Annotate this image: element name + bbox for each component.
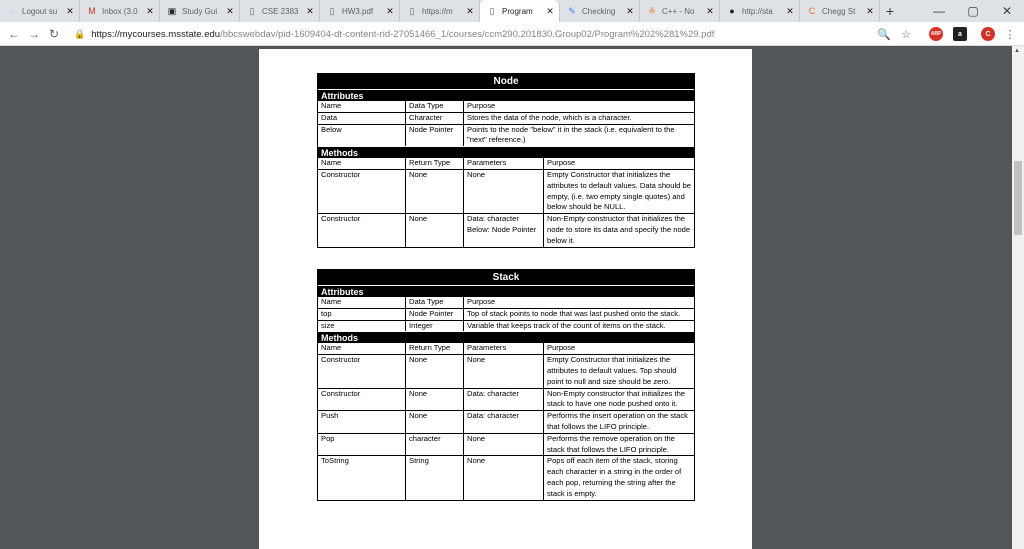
column-header: Name — [321, 343, 342, 353]
browser-tab[interactable] — [480, 0, 560, 22]
stack-attr-header-row — [318, 297, 694, 309]
tab-close-icon[interactable]: ✕ — [66, 5, 74, 16]
stack-methods-heading: Methods — [318, 331, 694, 343]
table-row — [318, 125, 694, 147]
method-parameters: None — [463, 170, 543, 213]
attr-purpose: Variable that keeps track of the count of items on the stack. — [463, 321, 694, 332]
scrollbar-thumb[interactable] — [1014, 161, 1022, 235]
table-row — [318, 309, 694, 321]
browser-tab[interactable] — [640, 0, 720, 22]
vertical-scrollbar[interactable] — [1012, 46, 1024, 549]
tab-title: CSE 2383 — [262, 6, 299, 16]
method-name: ToString — [321, 456, 349, 466]
attr-purpose: Top of stack points to node that was last pushed onto the stack. — [463, 309, 694, 320]
tab-title: HW3.pdf — [342, 6, 374, 16]
amazon-extension-icon[interactable]: a — [952, 24, 968, 44]
method-purpose: Performs the remove operation on the stack that follows the LIFO principle. — [543, 434, 694, 456]
tab-close-icon[interactable]: ✕ — [146, 5, 154, 16]
tab-favicon-icon: ◌ — [9, 6, 15, 16]
back-button[interactable]: ← — [8, 26, 20, 41]
tab-close-icon[interactable]: ✕ — [226, 5, 234, 16]
tab-title: https://m — [422, 6, 453, 16]
table-row — [318, 113, 694, 125]
browser-tab[interactable] — [0, 0, 80, 22]
column-header: Purpose — [543, 343, 694, 354]
method-parameters: Data: character — [463, 389, 543, 411]
method-purpose: Non-Empty constructor that initializes the node to store its data and specify the node below it. — [543, 214, 694, 246]
scroll-up-arrow-icon[interactable]: ▲ — [1014, 48, 1020, 54]
reload-button[interactable]: ↻ — [48, 26, 60, 41]
table-row — [318, 389, 694, 412]
browser-tab[interactable] — [320, 0, 400, 22]
browser-tab[interactable] — [400, 0, 480, 22]
node-table — [317, 73, 695, 248]
tab-close-icon[interactable]: ✕ — [626, 5, 634, 16]
column-header: Purpose — [543, 158, 694, 169]
chrome-menu-icon[interactable]: ⋮ — [1004, 28, 1016, 41]
column-header: Purpose — [463, 101, 694, 112]
method-purpose: Non-Empty constructor that initializes the stack to have one node pushed onto it. — [543, 389, 694, 411]
tab-close-icon[interactable]: ✕ — [306, 5, 314, 16]
zoom-icon[interactable]: 🔍 — [877, 28, 891, 41]
column-header: Name — [321, 101, 342, 110]
stack-method-rows — [318, 355, 694, 499]
column-header: Return Type — [405, 343, 463, 354]
method-parameters: Data: character — [463, 411, 543, 433]
bookmark-star-icon[interactable]: ☆ — [901, 28, 911, 41]
tab-title: C++ - No — [662, 6, 695, 16]
method-return-type: character — [405, 434, 463, 456]
method-return-type: None — [405, 214, 463, 246]
browser-tab[interactable] — [80, 0, 160, 22]
column-header: Data Type — [405, 297, 463, 308]
method-purpose: Performs the insert operation on the stack that follows the LIFO principle. — [543, 411, 694, 433]
table-row — [318, 411, 694, 434]
method-parameters: None — [463, 434, 543, 456]
stack-method-header-row — [318, 343, 694, 355]
method-parameters: Data: character Below: Node Pointer — [463, 214, 543, 246]
attr-purpose: Stores the data of the node, which is a character. — [463, 113, 694, 124]
tab-strip — [0, 0, 1024, 22]
browser-tab[interactable] — [800, 0, 880, 22]
adblock-extension-icon[interactable]: ABP — [928, 24, 944, 44]
node-attr-header-row — [318, 101, 694, 113]
tab-favicon-icon: M — [88, 6, 96, 16]
column-header: Data Type — [405, 101, 463, 112]
attr-type: Node Pointer — [405, 309, 463, 320]
method-name: Constructor — [321, 355, 361, 365]
attr-name: top — [321, 308, 332, 318]
column-header: Name — [321, 158, 342, 168]
attr-name: Data — [321, 112, 338, 122]
table-row — [318, 434, 694, 457]
method-name: Push — [321, 411, 339, 421]
tab-favicon-icon: C — [808, 6, 816, 16]
tab-close-icon[interactable]: ✕ — [706, 5, 714, 16]
lock-icon: 🔒 — [74, 28, 86, 39]
pdf-viewer — [0, 46, 1024, 549]
method-purpose: Empty Constructor that initializes the attributes to default values. Data should be empty, (i.e. two empty single quotes) and below should be NULL. — [543, 170, 694, 213]
stack-attributes-heading: Attributes — [318, 285, 694, 297]
node-attr-rows — [318, 113, 694, 146]
column-header: Purpose — [463, 297, 694, 308]
method-purpose: Pops off each item of the stack, storing each character in a string in the order of each pop, returning the string after the stack is empty. — [543, 456, 694, 499]
node-attributes-heading: Attributes — [318, 89, 694, 101]
pdf-page — [259, 49, 752, 549]
method-name: Pop — [321, 433, 335, 443]
tab-title: Study Gui — [182, 6, 218, 16]
method-return-type: String — [405, 456, 463, 499]
tab-title: http://sta — [742, 6, 773, 16]
forward-button[interactable]: → — [28, 26, 40, 41]
tab-close-icon[interactable]: ✕ — [866, 5, 874, 16]
tab-favicon-icon: ≗ — [648, 5, 656, 16]
tab-favicon-icon: ● — [729, 6, 735, 16]
tab-close-icon[interactable]: ✕ — [786, 5, 794, 16]
method-parameters: None — [463, 456, 543, 499]
stack-table — [317, 269, 695, 501]
attr-type: Integer — [405, 321, 463, 332]
attr-purpose: Points to the node "below" it in the stack (i.e. equivalent to the "next" reference.) — [463, 125, 694, 147]
maximize-button[interactable]: ▢ — [967, 4, 979, 18]
browser-tab[interactable] — [560, 0, 640, 22]
tab-title: Checking — [582, 6, 616, 16]
profile-avatar[interactable]: C — [980, 24, 996, 44]
table-row — [318, 170, 694, 214]
attr-name: size — [321, 320, 335, 330]
stack-table-title: Stack — [318, 270, 694, 285]
attr-type: Node Pointer — [405, 125, 463, 147]
tab-favicon-icon: ▯ — [489, 5, 495, 16]
url-host: https://mycourses.msstate.edu — [91, 28, 221, 40]
browser-tab[interactable] — [720, 0, 800, 22]
tab-favicon-icon: ▯ — [409, 5, 415, 16]
table-row — [318, 355, 694, 388]
tab-favicon-icon: ✎ — [568, 5, 576, 16]
tab-title: Chegg St — [822, 6, 856, 16]
method-return-type: None — [405, 389, 463, 411]
tab-favicon-icon: ▣ — [167, 5, 177, 16]
browser-tab[interactable] — [240, 0, 320, 22]
tab-favicon-icon: ▯ — [329, 5, 335, 16]
column-header: Name — [321, 297, 342, 306]
tab-list — [0, 0, 880, 22]
node-method-header-row — [318, 158, 694, 170]
minimize-button[interactable]: — — [933, 4, 945, 18]
column-header: Parameters — [463, 343, 543, 354]
method-name: Constructor — [321, 214, 361, 224]
tab-title: Inbox (3.0 — [102, 6, 138, 16]
table-row — [318, 456, 694, 499]
table-row — [318, 214, 694, 246]
stack-attr-rows — [318, 309, 694, 332]
attr-name: Below — [321, 124, 342, 134]
tab-title: Logout su — [22, 6, 58, 16]
column-header: Parameters — [463, 158, 543, 169]
window-close-button[interactable]: ✕ — [1001, 4, 1013, 18]
column-header: Return Type — [405, 158, 463, 169]
address-bar[interactable] — [74, 25, 916, 43]
node-table-title: Node — [318, 74, 694, 89]
method-return-type: None — [405, 411, 463, 433]
node-methods-heading: Methods — [318, 146, 694, 158]
method-name: Constructor — [321, 169, 361, 179]
browser-tab[interactable] — [160, 0, 240, 22]
tab-favicon-icon: ▯ — [249, 5, 255, 16]
method-parameters: None — [463, 355, 543, 387]
method-return-type: None — [405, 355, 463, 387]
tab-title: Program — [502, 6, 533, 16]
method-purpose: Empty Constructor that initializes the attributes to default values. Top should point to null and size should be zero. — [543, 355, 694, 387]
attr-type: Character — [405, 113, 463, 124]
tab-close-icon[interactable]: ✕ — [386, 5, 394, 16]
tab-close-icon[interactable]: ✕ — [546, 5, 554, 16]
method-name: Constructor — [321, 388, 361, 398]
node-method-rows — [318, 170, 694, 247]
method-return-type: None — [405, 170, 463, 213]
browser-toolbar — [0, 22, 1024, 46]
url-path: /bbcswebdav/pid-1609404-dt-content-rid-27051466_1/courses/ccm290.201830.Group02/Program%202%281%29.pdf — [220, 28, 715, 40]
new-tab-button[interactable]: + — [885, 3, 895, 19]
table-row — [318, 321, 694, 332]
tab-close-icon[interactable]: ✕ — [466, 5, 474, 16]
